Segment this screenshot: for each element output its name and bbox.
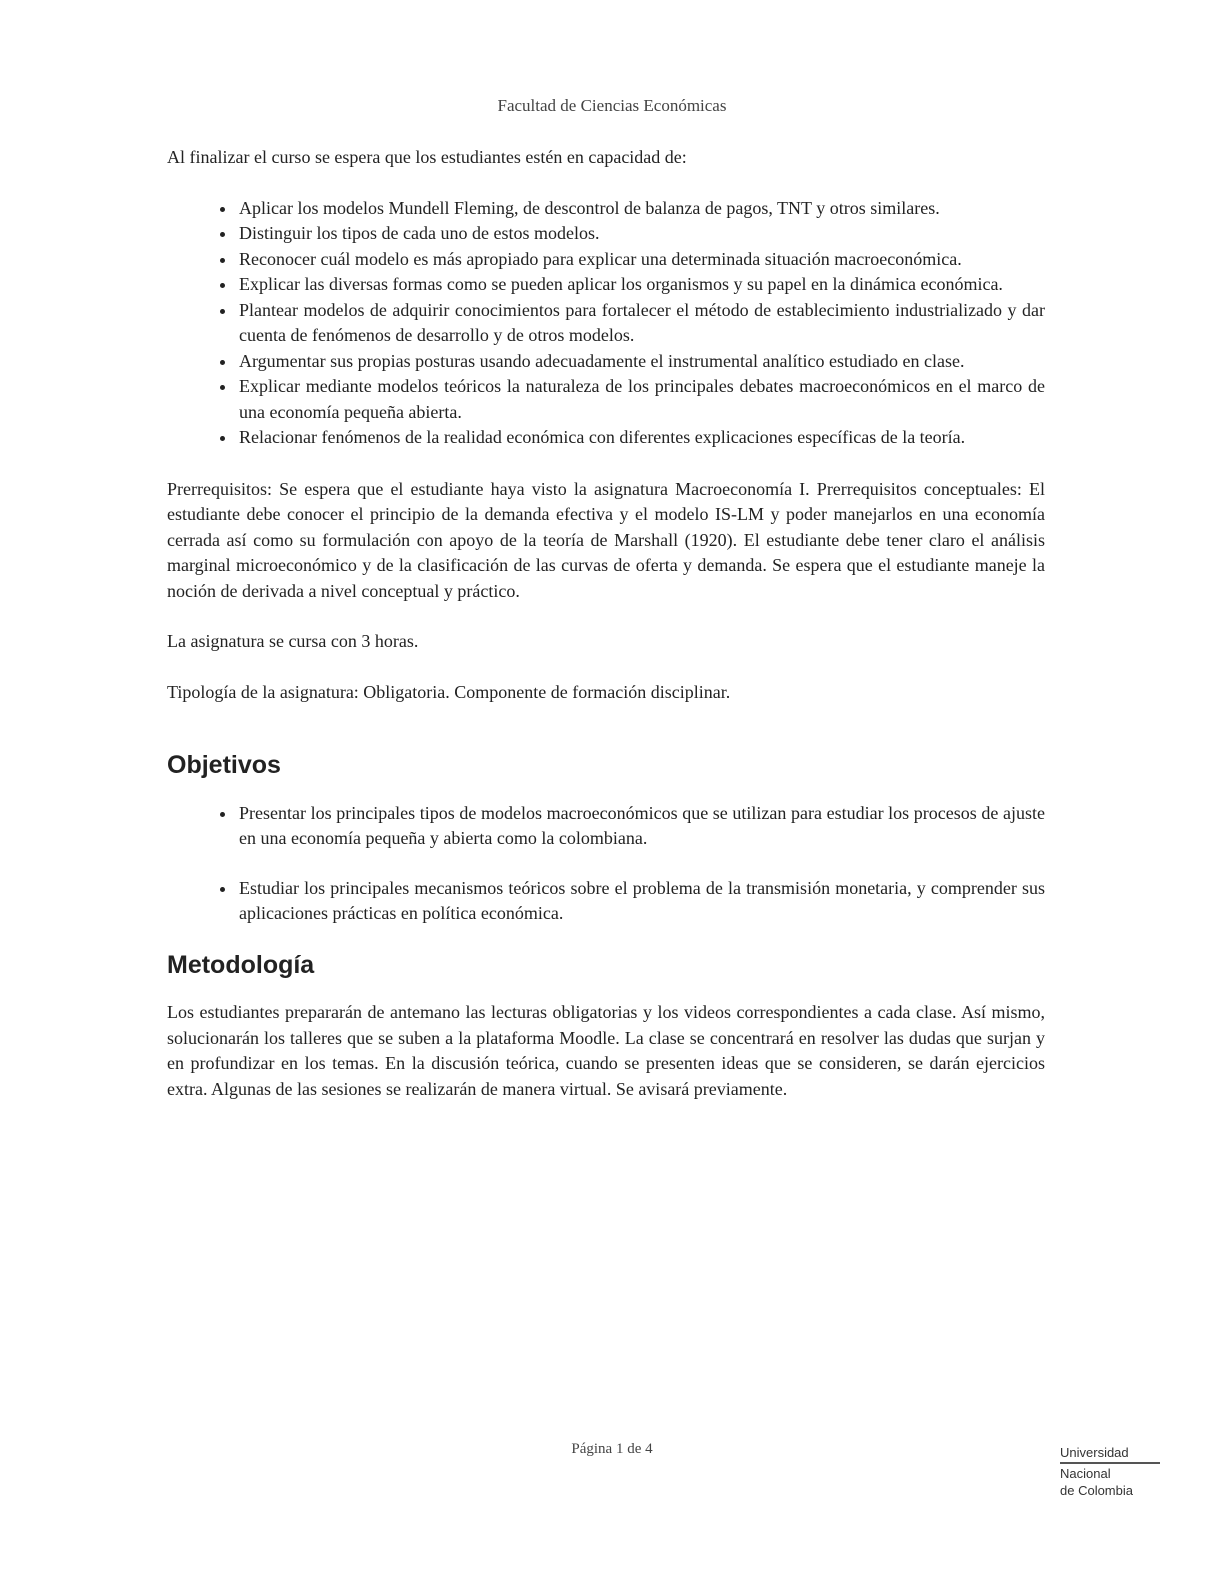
prerequisites-paragraph: Prerrequisitos: Se espera que el estudiante haya visto la asignatura Macroeconomía I. Prerrequisitos conceptuales: El estudiante debe conocer el principio de la demanda efectiva y el modelo IS-LM y poder manejarlos en una economía cerrada así como su formulación con apoyo de la teoría de Marshall (1920). El estudiante debe tener claro el análisis marginal microeconómico y de la clasificación de las curvas de oferta y demanda. Se espera que el estudiante maneje la noción de derivada a nivel conceptual y práctico.	[167, 478, 1045, 601]
intro-paragraph: Al finalizar el curso se espera que los estudiantes estén en capacidad de:	[167, 147, 687, 167]
logo-line: de Colombia	[1060, 1483, 1133, 1498]
objectives-list	[167, 801, 1045, 927]
list-item: • Distinguir los tipos de cada uno de estos modelos.	[237, 221, 1045, 247]
course-type-paragraph: Tipología de la asignatura: Obligatoria. Componente de formación disciplinar.	[167, 681, 731, 702]
list-item: • Relacionar fenómenos de la realidad económica con diferentes explicaciones específicas de la teoría.	[237, 425, 1045, 451]
list-item: • Explicar las diversas formas como se pueden aplicar los organismos y su papel en la dinámica económica.	[237, 272, 1045, 298]
list-item: • Explicar mediante modelos teóricos la naturaleza de los principales debates macroeconómicos en el marco de una economía pequeña abierta.	[237, 374, 1045, 425]
logo-rule	[1060, 1462, 1160, 1464]
logo-line: Nacional	[1060, 1466, 1111, 1481]
list-item: • Plantear modelos de adquirir conocimientos para fortalecer el método de establecimiento industrializado y dar cuenta de fenómenos de desarrollo y de otros modelos.	[237, 298, 1045, 349]
page-header: Facultad de Ciencias Económicas	[497, 96, 727, 115]
list-item: • Estudiar los principales mecanismos teóricos sobre el problema de la transmisión monetaria, y comprender sus aplicaciones prácticas en política económica.	[237, 876, 1045, 927]
methodology-heading: Metodología	[167, 950, 315, 979]
list-item: • Reconocer cuál modelo es más apropiado para explicar una determinada situación macroeconómica.	[237, 247, 1045, 273]
list-item: • Presentar los principales tipos de modelos macroeconómicos que se utilizan para estudiar los procesos de ajuste en una economía pequeña y abierta como la colombiana.	[237, 801, 1045, 852]
university-logo	[1060, 1444, 1170, 1499]
credits-paragraph: La asignatura se cursa con 3 horas.	[167, 631, 419, 651]
objectives-heading: Objetivos	[167, 751, 281, 779]
logo-line: Universidad	[1060, 1445, 1129, 1460]
list-item: • Aplicar los modelos Mundell Fleming, de descontrol de balanza de pagos, TNT y otros similares.	[237, 196, 1045, 222]
learning-outcomes-list	[167, 196, 1045, 451]
document-body	[167, 145, 1045, 1127]
list-item: • Argumentar sus propias posturas usando adecuadamente el instrumental analítico estudiado en clase.	[237, 349, 1045, 375]
methodology-paragraph: Los estudiantes prepararán de antemano las lecturas obligatorias y los videos correspondientes a cada clase. Así mismo, solucionarán los talleres que se suben a la plataforma Moodle. La clase se concentrará en resolver las dudas que surjan y en profundizar en los temas. En la discusión teórica, cuando se presenten ideas que se consideren, se darán ejercicios extra. Algunas de las sesiones se realizarán de manera virtual. Se avisará previamente.	[167, 1002, 1045, 1099]
page-number: Página 1 de 4	[571, 1441, 653, 1457]
